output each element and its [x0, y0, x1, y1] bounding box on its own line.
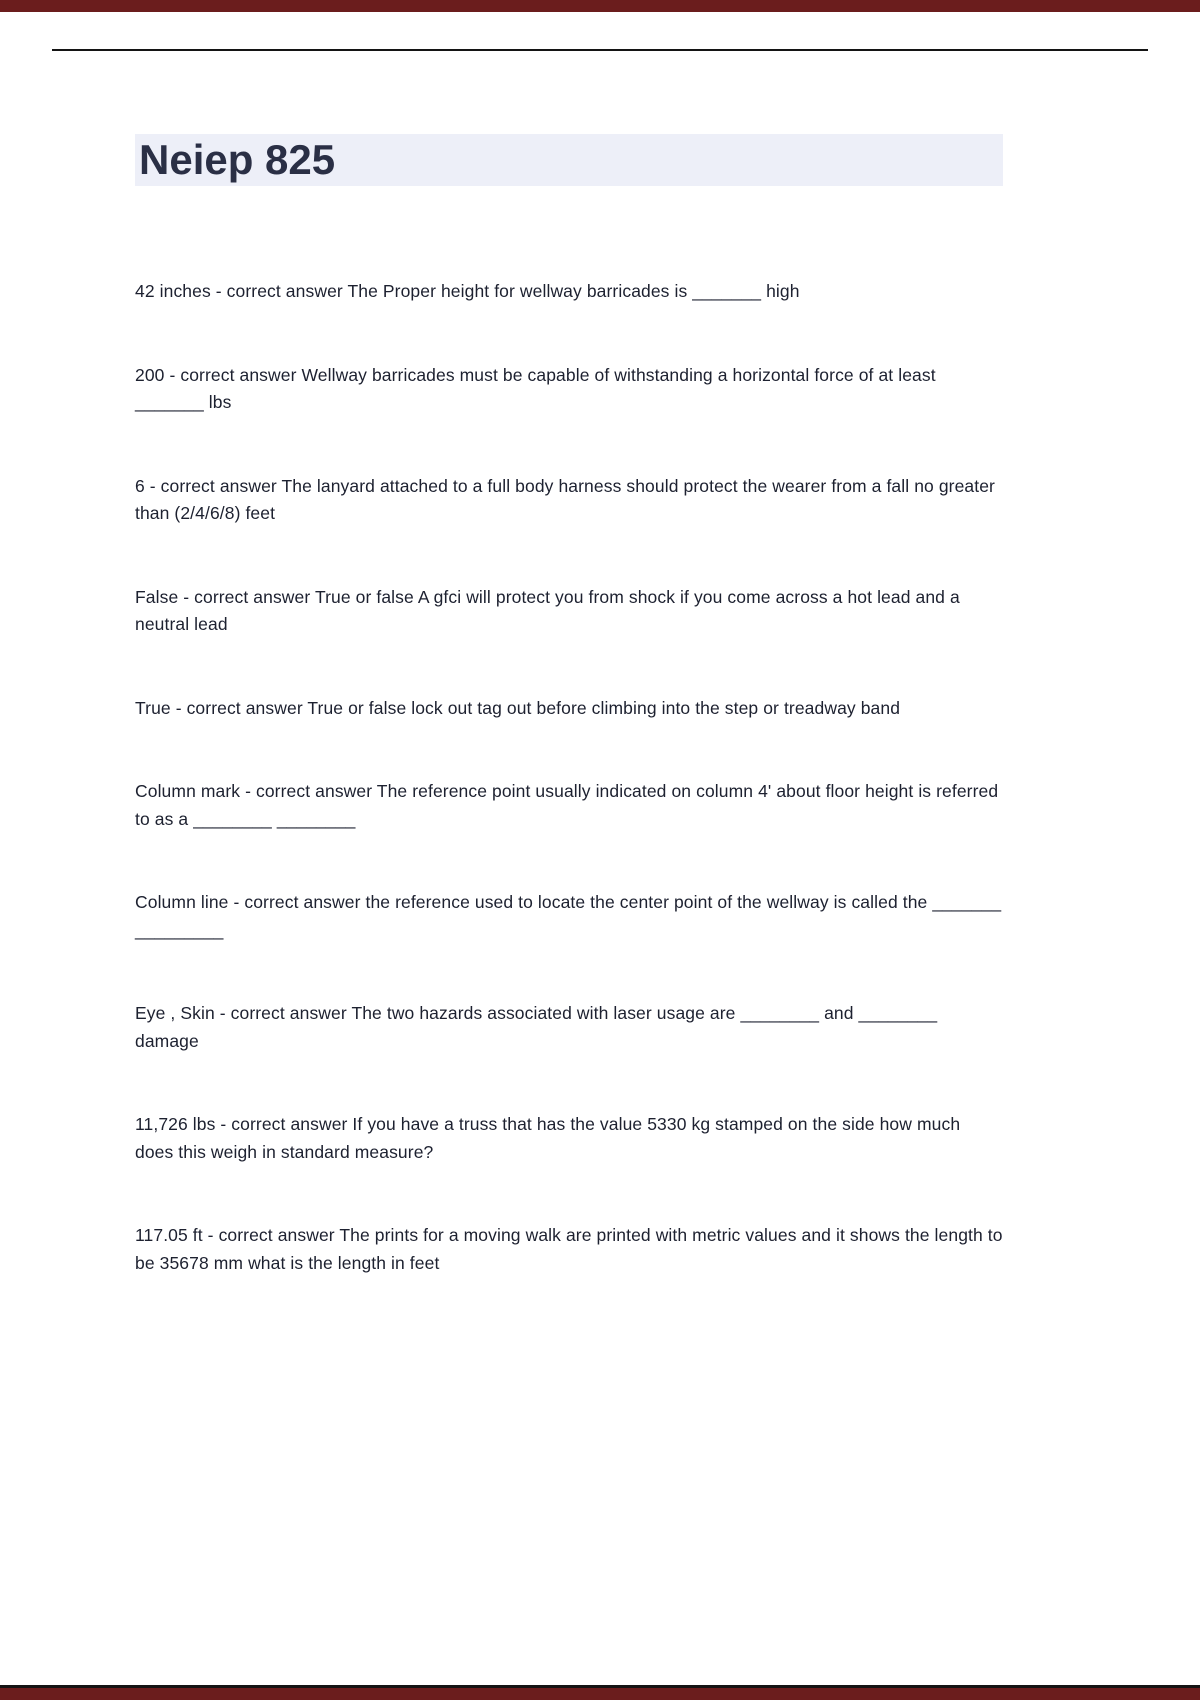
- qa-item: 117.05 ft - correct answer The prints for a moving walk are printed with metric values and it shows the length to be 35678 mm what is the length in feet: [135, 1225, 1003, 1273]
- qa-item: Column mark - correct answer The reference point usually indicated on column 4' about floor height is referred to as a ________ ________: [135, 781, 999, 829]
- qa-item: 6 - correct answer The lanyard attached to a full body harness should protect the wearer from a fall no greater than (2/4/6/8) feet: [135, 475, 995, 523]
- qa-item: Eye , Skin - correct answer The two hazards associated with laser usage are ________ and ________ damage: [135, 1003, 938, 1051]
- qa-item: 200 - correct answer Wellway barricades must be capable of withstanding a horizontal force of at least _______ lbs: [135, 364, 936, 412]
- qa-item: False - correct answer True or false A gfci will protect you from shock if you come across a hot lead and a neutral lead: [135, 586, 960, 634]
- qa-item: 42 inches - correct answer The Proper height for wellway barricades is _______ high: [135, 281, 800, 301]
- page-top-border: [0, 0, 1200, 12]
- qa-item: 11,726 lbs - correct answer If you have a truss that has the value 5330 kg stamped on the side how much does this weigh in standard measure?: [135, 1114, 961, 1162]
- qa-list: [135, 278, 1003, 1277]
- document-content: [135, 134, 1003, 1333]
- page-title: Neiep 825: [135, 134, 1003, 186]
- qa-item: Column line - correct answer the reference used to locate the center point of the wellway is called the _______ _________: [135, 892, 1002, 940]
- header-divider-line: [52, 49, 1148, 51]
- page-bottom-border: [0, 1688, 1200, 1700]
- qa-item: True - correct answer True or false lock out tag out before climbing into the step or treadway band: [135, 697, 901, 718]
